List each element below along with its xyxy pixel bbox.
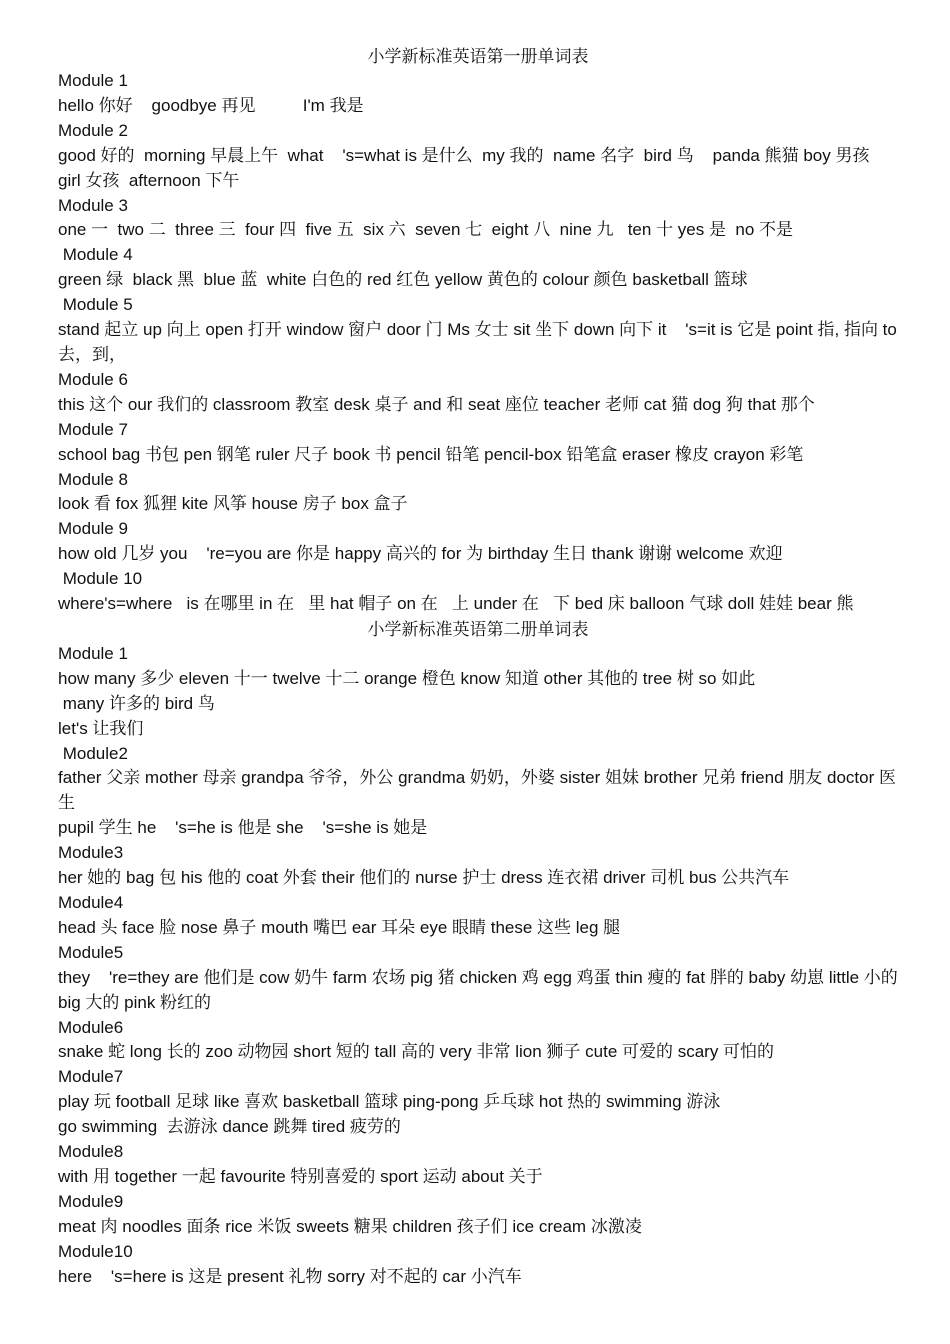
vocabulary-line: look 看 fox 狐狸 kite 风筝 house 房子 box 盒子 xyxy=(58,494,408,514)
vocabulary-line: how many 多少 eleven 十一 twelve 十二 orange 橙色 know 知道 other 其他的 tree 树 so 如此 xyxy=(58,668,756,688)
book1-title: 小学新标准英语第一册单词表 xyxy=(367,47,589,66)
module-heading: Module 5 xyxy=(58,295,133,315)
vocabulary-line: green 绿 black 黑 blue 蓝 white 白色的 red 红色 yellow 黄色的 colour 颜色 basketball 篮球 xyxy=(58,270,748,290)
module-heading: Module 10 xyxy=(58,569,143,589)
vocabulary-line: one 一 two 二 three 三 four 四 five 五 six 六 seven 七 eight 八 nine 九 ten 十 yes 是 no 不是 xyxy=(58,220,794,240)
module-heading: Module 4 xyxy=(58,245,133,265)
vocabulary-line: her 她的 bag 包 his 他的 coat 外套 their 他们的 nurse 护士 dress 连衣裙 driver 司机 bus 公共汽车 xyxy=(58,868,790,888)
vocabulary-line: father 父亲 mother 母亲 grandpa 爷爷，外公 grandma 奶奶，外婆 sister 姐妹 brother 兄弟 friend 朋友 doctor 医生 xyxy=(58,768,896,813)
vocabulary-line: let's 让我们 xyxy=(58,718,144,738)
vocabulary-line: pupil 学生 he 's=he is 他是 she 's=she is 她是 xyxy=(58,818,428,838)
vocabulary-line: play 玩 football 足球 like 喜欢 basketball 篮球 ping-pong 乒乓球 hot 热的 swimming 游泳 xyxy=(58,1092,721,1112)
book2-title: 小学新标准英语第二册单词表 xyxy=(367,619,589,639)
module-heading: Module6 xyxy=(58,1017,124,1037)
vocabulary-line: hello 你好 goodbye 再见 I'm 我是 xyxy=(58,95,364,115)
word-list-document xyxy=(58,44,903,1290)
vocabulary-line: stand 起立 up 向上 open 打开 window 窗户 door 门 Ms 女士 sit 坐下 down 向下 it 's=it is 它是 point 指, 指向 to 去，到， xyxy=(58,320,902,364)
module-heading: Module9 xyxy=(58,1191,124,1211)
vocabulary-line: how old 几岁 you 're=you are 你是 happy 高兴的 for 为 birthday 生日 thank 谢谢 welcome 欢迎 xyxy=(58,544,783,564)
module-heading: Module10 xyxy=(58,1241,133,1261)
module-heading: Module 3 xyxy=(58,195,128,215)
module-heading: Module 7 xyxy=(58,419,128,439)
module-heading: Module 9 xyxy=(58,519,128,539)
vocabulary-line: this 这个 our 我们的 classroom 教室 desk 桌子 and 和 seat 座位 teacher 老师 cat 猫 dog 狗 that 那个 xyxy=(58,394,815,414)
vocabulary-line: head 头 face 脸 nose 鼻子 mouth 嘴巴 ear 耳朵 eye 眼睛 these 这些 leg 腿 xyxy=(58,917,621,937)
vocabulary-line: go swimming 去游泳 dance 跳舞 tired 疲劳的 xyxy=(58,1117,401,1137)
module-heading: Module8 xyxy=(58,1142,124,1162)
module-heading: Module5 xyxy=(58,942,124,962)
vocabulary-line: good 好的 morning 早晨上午 what 's=what is 是什么 my 我的 name 名字 bird 鸟 panda 熊猫 boy 男孩 girl 女孩 afternoon 下午 xyxy=(58,145,879,190)
vocabulary-line: they 're=they are 他们是 cow 奶牛 farm 农场 pig 猪 chicken 鸡 egg 鸡蛋 thin 瘦的 fat 胖的 baby 幼崽 little 小的 big 大的 pink 粉红的 xyxy=(58,967,903,1012)
module-heading: Module 1 xyxy=(58,71,128,90)
module-heading: Module4 xyxy=(58,893,124,912)
vocabulary-line: here 's=here is 这是 present 礼物 sorry 对不起的 car 小汽车 xyxy=(58,1266,522,1286)
module-heading: Module3 xyxy=(58,843,124,863)
vocabulary-line: snake 蛇 long 长的 zoo 动物园 short 短的 tall 高的 very 非常 lion 狮子 cute 可爱的 scary 可怕的 xyxy=(58,1042,775,1062)
module-heading: Module7 xyxy=(58,1067,124,1087)
book1-lines xyxy=(58,69,902,617)
vocabulary-line: where's=where is 在哪里 in 在 里 hat 帽子 on 在 上 under 在 下 bed 床 balloon 气球 doll 娃娃 bear 熊 xyxy=(58,594,854,614)
module-heading: Module 1 xyxy=(58,643,128,663)
vocabulary-line: school bag 书包 pen 钢笔 ruler 尺子 book 书 pencil 铅笔 pencil-box 铅笔盒 eraser 橡皮 crayon 彩笔 xyxy=(58,444,804,464)
module-heading: Module 2 xyxy=(58,120,128,140)
module-heading: Module2 xyxy=(58,743,128,763)
vocabulary-line: meat 肉 noodles 面条 rice 米饭 sweets 糖果 children 孩子们 ice cream 冰激凌 xyxy=(58,1216,642,1236)
book1-section xyxy=(58,44,902,617)
vocabulary-line: many 许多的 bird 鸟 xyxy=(58,693,215,713)
book2-lines xyxy=(58,642,903,1290)
book2-section xyxy=(58,617,903,1290)
module-heading: Module 6 xyxy=(58,369,128,389)
module-heading: Module 8 xyxy=(58,469,128,489)
vocabulary-line: with 用 together 一起 favourite 特别喜爱的 sport 运动 about 关于 xyxy=(58,1166,543,1186)
